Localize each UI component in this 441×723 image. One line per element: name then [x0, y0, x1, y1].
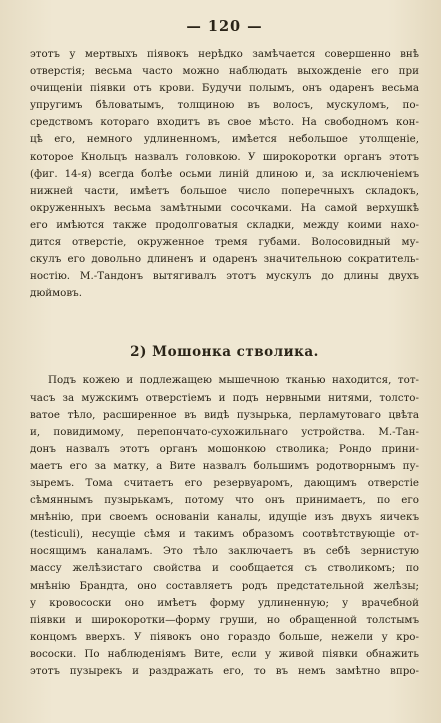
text-line: очищеніи піявки отъ крови. Будучи полымъ, онъ одаренъ весьма: [30, 82, 419, 95]
text-line: дюймовъ.: [30, 287, 82, 300]
text-line: зыремъ. Тома считаетъ его резервуаромъ, дающимъ отверстіе: [30, 476, 419, 489]
text-line: піявки и широкоротки—форму груши, но обращенной толстымъ: [30, 613, 419, 626]
text-line: этотъ у мертвыхъ піявокъ нерѣдко замѣчается совершенно внѣ: [30, 48, 419, 60]
text-line: упругимъ бѣловатымъ, толщиною въ волосъ, мускуломъ, по-: [30, 99, 419, 112]
text-line: концомъ вверхъ. У піявокъ оно гораздо больше, нежели у кро-: [30, 630, 419, 643]
text-line: мнѣнію, при своемъ основаніи каналы, идущіе изъ двухъ яичекъ: [30, 511, 419, 524]
text-line: донъ назвалъ этотъ органъ мошонкою стволика; Рондо прини-: [30, 442, 419, 455]
paragraph-2: [30, 372, 419, 680]
section-heading: 2) Мошонка стволика.: [130, 344, 319, 361]
text-line: часъ за мужскимъ отверстіемъ и подъ нервными нитями, толсто-: [30, 391, 419, 404]
text-line: Подъ кожею и подлежащею мышечною тканью находится, тот-: [48, 374, 419, 387]
text-line: (фиг. 14-я) всегда болѣе осьми линій длиною и, за исключеніемъ: [30, 167, 419, 180]
text-line: носящимъ каналамъ. Это тѣло заключаетъ въ себѣ зернистую: [30, 545, 419, 558]
text-line: нижней части, имѣетъ большое число поперечныхъ складокъ,: [30, 184, 419, 197]
page-number: — 120 —: [186, 18, 263, 35]
text-line: маетъ его за матку, а Вите назвалъ большимъ родотворнымъ пу-: [30, 459, 419, 472]
text-line: массу желѣзистаго свойства и сообщается съ стволикомъ; по: [30, 562, 419, 575]
text-line: окруженныхъ весьма замѣтными сосочками. На самой верхушкѣ: [30, 201, 419, 214]
paragraph-1: [30, 46, 419, 302]
text-line: ватое тѣло, расширенное въ видѣ пузырька, перламутоваго цвѣта: [30, 408, 419, 421]
text-line: у кровососки оно имѣетъ форму удлиненную; у врачебной: [30, 596, 419, 609]
text-line: мнѣнію Брандта, оно составляетъ родъ предстательной желѣзы;: [30, 579, 419, 592]
text-line: которое Кнольцъ назвалъ головкою. У широкоротки органъ этотъ: [30, 150, 419, 163]
text-line: и, повидимому, перепончато-сухожильнаго устройства. М.-Тан-: [30, 425, 419, 438]
text-line: (testiculi), несущіе сѣмя и такимъ образомъ соотвѣтствующіе от-: [30, 528, 419, 541]
text-line: скулъ его довольно длиненъ и одаренъ значительною сократитель-: [30, 253, 419, 266]
text-line: отверстія; весьма часто можно наблюдать выхожденіе его при: [30, 65, 419, 78]
text-line: сѣмяннымъ пузырькамъ, потому что онъ принимаетъ, по его: [30, 494, 419, 507]
text-line: его имѣются также продолговатыя складки, между коими нахо-: [30, 218, 419, 231]
text-line: дится отверстіе, окруженное тремя губами. Волосовидный му-: [30, 236, 419, 249]
text-line: цѣ его, немного удлиненномъ, имѣется небольшое утолщеніе,: [30, 133, 419, 146]
text-line: ностію. М.-Тандонъ вытягивалъ этотъ мускулъ до длины двухъ: [30, 270, 419, 283]
text-line: этотъ пузырекъ и раздражать его, то въ немъ замѣтно впро-: [30, 665, 419, 677]
text-line: вососки. По наблюденіямъ Вите, если у живой піявки обнажить: [30, 647, 419, 660]
text-line: средствомъ котораго входитъ въ свое мѣсто. На свободномъ кон-: [30, 116, 419, 129]
